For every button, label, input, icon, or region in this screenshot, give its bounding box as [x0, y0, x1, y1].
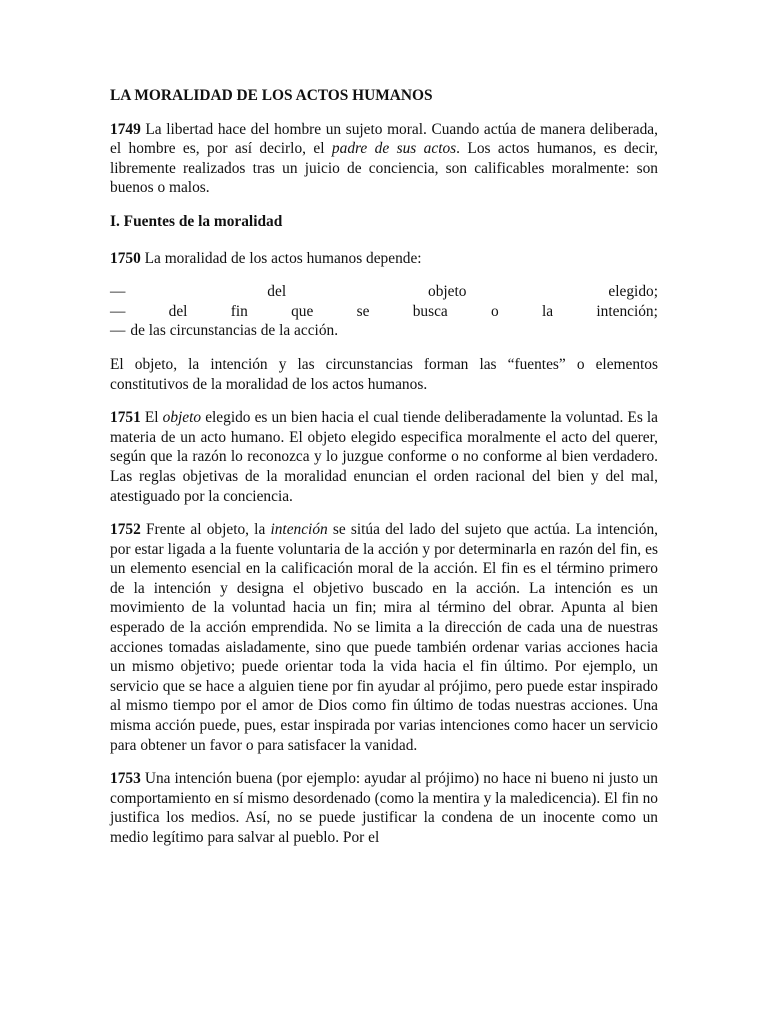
paragraph-number: 1750 [110, 249, 141, 267]
list-word: fin [230, 302, 248, 320]
list-word: que [291, 302, 314, 320]
paragraph-1749 [110, 120, 658, 198]
paragraph-text: elegido es un bien hacia el cual tiende deliberadamente la voluntad. Es la materia de un acto humano. El objeto elegido especifica moralmente el acto del querer, según que la razón lo reconozca y lo juzgue conforme o no conforme al bien verdadero. Las reglas objetivas de la moralidad enuncian el orden racional del bien y del mal, atestiguado por la conciencia. [110, 409, 658, 505]
document-title: LA MORALIDAD DE LOS ACTOS HUMANOS [110, 87, 433, 104]
paragraph-number: 1753 [110, 770, 141, 788]
list-word: busca [412, 302, 448, 320]
list-word: intención; [596, 302, 658, 320]
list-dash: — [110, 283, 126, 301]
list-word: elegido; [608, 283, 658, 301]
list-word: del [168, 302, 188, 320]
paragraph-fuentes: El objeto, la intención y las circunstancias forman las “fuentes” o elementos constitutivos de la moralidad de los actos humanos. [110, 355, 658, 393]
list-word: o [491, 302, 499, 320]
paragraph-text: Frente al objeto, la [140, 521, 271, 539]
paragraph-text: El [140, 409, 163, 427]
list-item [110, 282, 658, 302]
paragraph-text: . Los actos humanos, es decir, libremente realizados tras un juicio de conciencia, son calificables moralmente: son buenos o malos. [110, 140, 658, 197]
paragraph-1752 [110, 520, 658, 755]
paragraph-number: 1752 [110, 521, 141, 539]
list-dash: — [110, 322, 126, 340]
paragraph-italic-text: objeto [162, 409, 202, 427]
paragraph-number: 1751 [110, 409, 141, 427]
list-word: la [541, 302, 554, 320]
paragraph-text: La moralidad de los actos humanos depende: [140, 249, 422, 267]
paragraph-text: Una intención buena (por ejemplo: ayudar al prójimo) no hace ni bueno ni justo un comportamiento en sí mismo desordenado (como la mentira y la maledicencia). El fin no justifica los medios. Así, no se puede justificar la condena de un inocente como un medio legítimo para salvar al pueblo. Por el [110, 770, 658, 846]
paragraph-text: se sitúa del lado del sujeto que actúa. La intención, por estar ligada a la fuente voluntaria de la acción y por determinarla en razón del fin, es un elemento esencial en la calificación moral de la acción. El fin es el término primero de la intención y designa el objetivo buscado en la acción. La intención es un movimiento de la voluntad hacia un fin; mira al término del obrar. Apunta al bien esperado de la acción emprendida. No se limita a la dirección de cada una de nuestras acciones tomadas aisladamente, sino que puede también ordenar varias acciones hacia un mismo objetivo; puede orientar toda la vida hacia el fin último. Por ejemplo, un servicio que se hace a alguien tiene por fin ayudar al prójimo, pero puede estar inspirado al mismo tiempo por el amor de Dios como fin último de todas nuestras acciones. Una misma acción puede, pues, estar inspirada por varias intenciones como hacer un servicio para obtener un favor o para satisfacer la vanidad. [110, 521, 658, 754]
list-word: objeto [428, 283, 467, 301]
paragraph-text: La libertad hace del hombre un sujeto moral. Cuando actúa de manera deliberada, el hombre es, por así decirlo, el [110, 120, 658, 158]
paragraph-italic-text: padre de sus actos [331, 140, 457, 158]
document-page [110, 86, 658, 862]
paragraph-1751 [110, 408, 658, 506]
paragraph-1753 [110, 769, 658, 847]
list-item [110, 321, 658, 341]
list-item [110, 302, 658, 322]
section-heading: I. Fuentes de la moralidad [110, 212, 283, 230]
list-word: del [267, 283, 287, 301]
paragraph-number: 1749 [110, 120, 141, 138]
list-dash: — [110, 302, 126, 320]
sources-list [110, 282, 658, 341]
list-word: se [356, 302, 370, 320]
paragraph-1750 [110, 249, 658, 269]
list-word: de las circunstancias de la acción. [130, 322, 339, 340]
paragraph-italic-text: intención [270, 521, 328, 539]
